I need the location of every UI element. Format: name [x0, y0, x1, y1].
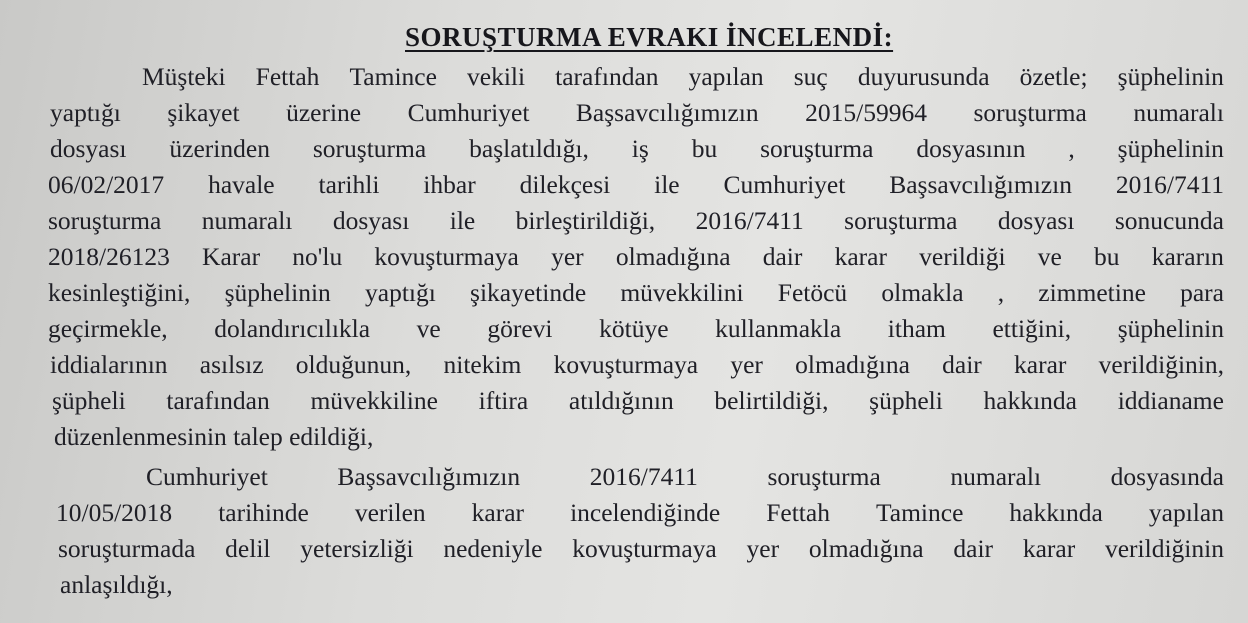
word: bu [691, 134, 718, 163]
word: ve [416, 314, 441, 343]
word: sonucunda [1114, 206, 1224, 235]
word: kovuşturmaya [553, 350, 699, 379]
word: Tamince [349, 62, 437, 91]
word: ve [1037, 242, 1062, 271]
paragraph-line [142, 62, 1224, 92]
word: 2016/7411 [695, 206, 804, 235]
word: olmakla [881, 278, 964, 307]
word: 2018/26123 [48, 242, 170, 271]
word: dosyası [50, 134, 127, 163]
word: asılsız [199, 350, 264, 379]
word: ile [654, 170, 680, 199]
word: şüphelinin [1117, 62, 1224, 91]
word: yer [551, 242, 584, 271]
word: Karar [202, 242, 261, 271]
word: kovuşturmaya [572, 534, 717, 563]
word: yer [746, 534, 780, 563]
word: incelendiğinde [570, 498, 721, 527]
word: şikayetinde [470, 278, 587, 307]
word: Fettah [255, 62, 320, 91]
section-heading: SORUŞTURMA EVRAKI İNCELENDİ: [405, 22, 894, 52]
word: şüpheli [52, 386, 126, 415]
word: özetle; [1019, 62, 1088, 91]
word: Başsavcılığımızın [889, 170, 1072, 199]
word: 06/02/2017 [48, 170, 165, 199]
word: soruşturma [48, 206, 162, 235]
paragraph-line [56, 498, 1224, 528]
word: dosyası [332, 206, 410, 235]
word: 10/05/2018 [56, 498, 173, 527]
word: karar [1014, 350, 1067, 379]
paragraph-line [50, 350, 1224, 380]
word: para [1180, 278, 1224, 307]
word: , [997, 278, 1005, 307]
word: karar [834, 242, 887, 271]
word: Cumhuriyet [723, 170, 846, 199]
word: tarafından [166, 386, 270, 415]
word: Tamince [875, 498, 964, 527]
word: şüphelinin [224, 278, 331, 307]
word: şikayet [167, 98, 240, 127]
word: olduğunun, [295, 350, 412, 379]
word: dolandırıcılıkla [214, 314, 371, 343]
paragraph-line [48, 314, 1224, 344]
word: olmadığına [808, 534, 924, 563]
word: üzerinden [169, 134, 270, 163]
word: Fetöcü [777, 278, 848, 307]
word: Müşteki [142, 62, 226, 91]
word: müvekkilini [620, 278, 744, 307]
word: 2016/7411 [589, 462, 698, 491]
word: Başsavcılığımızın [575, 98, 759, 127]
word: ettiğini, [992, 314, 1072, 343]
paragraph-line [52, 386, 1224, 416]
word: tarihinde [218, 498, 309, 527]
word: olmadığına [615, 242, 731, 271]
word: dosyasında [1110, 462, 1224, 491]
word: belirtildiği, [714, 386, 829, 415]
word: 2016/7411 [1115, 170, 1224, 199]
word: kesinleştiğini, [48, 278, 191, 307]
word: nedeniyle [443, 534, 543, 563]
word: soruşturma [973, 98, 1087, 127]
word: şüphelinin [1117, 314, 1224, 343]
paragraph-line [50, 134, 1224, 164]
word: üzerine [286, 98, 362, 127]
word: yaptığı [50, 98, 121, 127]
word: verilen [354, 498, 426, 527]
word: dilekçesi [519, 170, 611, 199]
paragraph-line: anlaşıldığı, [60, 570, 173, 599]
word: delil [225, 534, 271, 563]
word: soruşturma [312, 134, 427, 163]
word: yapılan [688, 62, 764, 91]
word: yapılan [1148, 498, 1224, 527]
word: vekili [467, 62, 526, 91]
word: duyurusunda [857, 62, 990, 91]
word: müvekkiline [310, 386, 438, 415]
word: iddianame [1117, 386, 1224, 415]
word: Başsavcılığımızın [337, 462, 521, 491]
word: havale [208, 170, 275, 199]
word: kullanmakla [715, 314, 842, 343]
paragraph-line [50, 98, 1224, 128]
word: soruşturma [760, 134, 874, 163]
word: , [1068, 134, 1075, 163]
word: Fettah [766, 498, 830, 527]
word: olmadığına [795, 350, 910, 379]
word: kararın [1151, 242, 1224, 271]
word: verildiği [919, 242, 1006, 271]
word: iş [631, 134, 649, 163]
word: 2015/59964 [805, 98, 927, 127]
word: tarihli [318, 170, 380, 199]
word: kötüye [599, 314, 669, 343]
word: dair [953, 534, 994, 563]
word: karar [471, 498, 525, 527]
word: birleştirildiği, [515, 206, 656, 235]
word: itham [887, 314, 946, 343]
word: şüpheli [869, 386, 943, 415]
word: yaptığı [365, 278, 436, 307]
word: nitekim [443, 350, 522, 379]
word: tarafından [555, 62, 659, 91]
word: karar [1022, 534, 1076, 563]
word: soruşturma [767, 462, 881, 491]
word: zimmetine [1038, 278, 1146, 307]
paragraph-line [48, 170, 1224, 200]
word: verildiğinin [1104, 534, 1224, 563]
word: iftira [478, 386, 529, 415]
paragraph-line [48, 206, 1224, 236]
paragraph-line [48, 242, 1224, 272]
word: kovuşturmaya [374, 242, 519, 271]
word: atıldığının [568, 386, 674, 415]
paragraph-line [58, 534, 1224, 564]
word: hakkında [983, 386, 1078, 415]
word: dair [942, 350, 982, 379]
word: hakkında [1009, 498, 1103, 527]
word: ihbar [423, 170, 476, 199]
word: numaralı [950, 462, 1042, 491]
word: no'lu [292, 242, 343, 271]
word: başlatıldığı, [469, 134, 589, 163]
word: numaralı [201, 206, 293, 235]
word: ile [449, 206, 476, 235]
word: soruşturma [844, 206, 958, 235]
word: suç [793, 62, 828, 91]
paragraph-line [146, 462, 1224, 492]
word: şüphelinin [1117, 134, 1224, 163]
word: Cumhuriyet [407, 98, 530, 127]
word: yetersizliği [300, 534, 414, 563]
word: numaralı [1133, 98, 1224, 127]
word: dair [762, 242, 803, 271]
word: soruşturmada [58, 534, 196, 563]
paragraph-line: düzenlenmesinin talep edildiği, [54, 422, 374, 451]
word: görevi [487, 314, 553, 343]
word: iddialarının [50, 350, 168, 379]
word: Cumhuriyet [146, 462, 268, 491]
word: yer [730, 350, 763, 379]
paragraph-line [48, 278, 1224, 308]
word: dosyası [997, 206, 1075, 235]
word: geçirmekle, [48, 314, 168, 343]
word: verildiğinin, [1098, 350, 1224, 379]
word: dosyasının [916, 134, 1026, 163]
word: bu [1094, 242, 1120, 271]
